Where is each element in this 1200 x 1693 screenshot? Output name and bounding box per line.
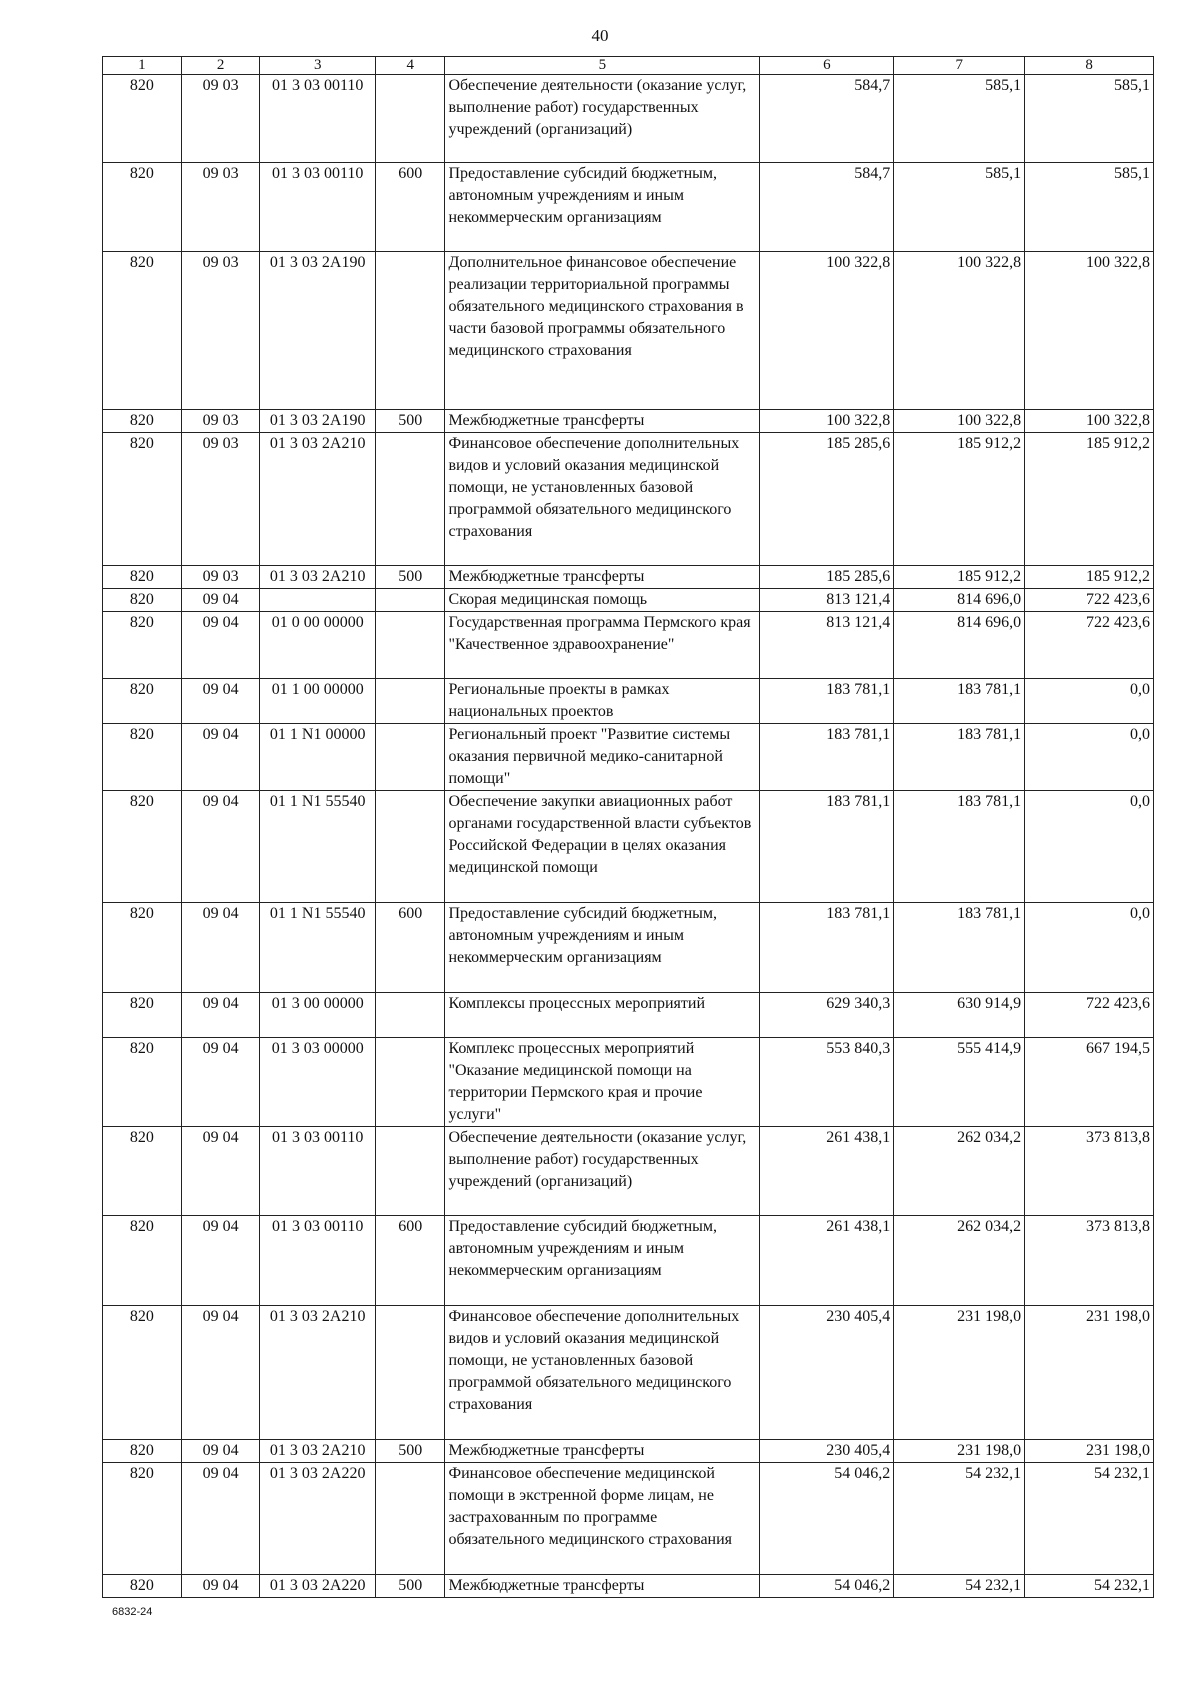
cell-admin-code: 820 [103, 410, 182, 433]
cell-description: Комплексы процессных мероприятий [445, 993, 760, 1038]
cell-amount-year1: 584,7 [760, 163, 894, 252]
table-row [103, 791, 1154, 903]
cell-amount-year2: 231 198,0 [894, 1440, 1025, 1463]
cell-target-code: 01 3 03 2А210 [260, 1306, 376, 1440]
cell-section-code: 09 03 [181, 163, 260, 252]
cell-target-code: 01 3 03 2А210 [260, 566, 376, 589]
cell-target-code: 01 3 03 2А220 [260, 1463, 376, 1575]
cell-expense-type: 500 [375, 1440, 445, 1463]
cell-admin-code: 820 [103, 75, 182, 163]
header-col-6: 6 [760, 57, 894, 75]
cell-target-code: 01 3 03 2А210 [260, 433, 376, 566]
table-row [103, 433, 1154, 566]
cell-description: Межбюджетные трансферты [445, 1440, 760, 1463]
cell-description: Скорая медицинская помощь [445, 589, 760, 612]
cell-admin-code: 820 [103, 791, 182, 903]
cell-amount-year3: 185 912,2 [1025, 566, 1154, 589]
cell-amount-year3: 185 912,2 [1025, 433, 1154, 566]
table-row [103, 1127, 1154, 1216]
cell-admin-code: 820 [103, 1306, 182, 1440]
cell-admin-code: 820 [103, 1463, 182, 1575]
cell-target-code: 01 3 03 2А190 [260, 252, 376, 410]
cell-expense-type: 600 [375, 903, 445, 993]
cell-admin-code: 820 [103, 566, 182, 589]
cell-description: Предоставление субсидий бюджетным, автономным учреждениям и иным некоммерческим организациям [445, 163, 760, 252]
cell-amount-year3: 0,0 [1025, 903, 1154, 993]
cell-admin-code: 820 [103, 589, 182, 612]
cell-admin-code: 820 [103, 433, 182, 566]
cell-target-code: 01 1 N1 55540 [260, 791, 376, 903]
cell-section-code: 09 04 [181, 1306, 260, 1440]
cell-amount-year2: 814 696,0 [894, 589, 1025, 612]
cell-amount-year1: 54 046,2 [760, 1575, 894, 1598]
cell-expense-type: 600 [375, 1216, 445, 1306]
cell-expense-type [375, 433, 445, 566]
cell-target-code: 01 3 03 00110 [260, 1216, 376, 1306]
cell-section-code: 09 04 [181, 1038, 260, 1127]
table-row [103, 1216, 1154, 1306]
cell-section-code: 09 03 [181, 75, 260, 163]
cell-amount-year2: 585,1 [894, 75, 1025, 163]
cell-target-code: 01 3 03 00110 [260, 163, 376, 252]
cell-amount-year3: 54 232,1 [1025, 1575, 1154, 1598]
cell-description: Финансовое обеспечение дополнительных видов и условий оказания медицинской помощи, не установленных базовой программой обязательного медицинского страхования [445, 433, 760, 566]
cell-amount-year1: 230 405,4 [760, 1440, 894, 1463]
budget-table [102, 56, 1154, 1598]
cell-amount-year2: 814 696,0 [894, 612, 1025, 679]
cell-amount-year3: 0,0 [1025, 724, 1154, 791]
cell-description: Обеспечение деятельности (оказание услуг, выполнение работ) государственных учреждений (организаций) [445, 1127, 760, 1216]
cell-amount-year1: 261 438,1 [760, 1127, 894, 1216]
table-row [103, 612, 1154, 679]
cell-expense-type: 500 [375, 566, 445, 589]
cell-target-code: 01 0 00 00000 [260, 612, 376, 679]
header-col-1: 1 [103, 57, 182, 75]
cell-admin-code: 820 [103, 993, 182, 1038]
cell-amount-year1: 183 781,1 [760, 724, 894, 791]
cell-admin-code: 820 [103, 903, 182, 993]
cell-amount-year1: 261 438,1 [760, 1216, 894, 1306]
cell-amount-year3: 100 322,8 [1025, 410, 1154, 433]
cell-amount-year1: 100 322,8 [760, 410, 894, 433]
cell-amount-year2: 185 912,2 [894, 433, 1025, 566]
cell-admin-code: 820 [103, 1038, 182, 1127]
table-row [103, 163, 1154, 252]
cell-section-code: 09 04 [181, 724, 260, 791]
cell-amount-year1: 813 121,4 [760, 612, 894, 679]
cell-amount-year1: 584,7 [760, 75, 894, 163]
table-row [103, 724, 1154, 791]
header-col-7: 7 [894, 57, 1025, 75]
header-col-4: 4 [375, 57, 445, 75]
cell-amount-year1: 813 121,4 [760, 589, 894, 612]
cell-target-code: 01 3 03 00000 [260, 1038, 376, 1127]
cell-amount-year2: 183 781,1 [894, 903, 1025, 993]
cell-section-code: 09 04 [181, 1463, 260, 1575]
cell-section-code: 09 03 [181, 410, 260, 433]
cell-expense-type: 600 [375, 163, 445, 252]
cell-target-code: 01 3 03 2А220 [260, 1575, 376, 1598]
cell-expense-type [375, 724, 445, 791]
cell-amount-year2: 183 781,1 [894, 791, 1025, 903]
cell-amount-year2: 185 912,2 [894, 566, 1025, 589]
cell-amount-year2: 183 781,1 [894, 679, 1025, 724]
cell-amount-year3: 585,1 [1025, 163, 1154, 252]
cell-target-code: 01 3 03 00110 [260, 75, 376, 163]
cell-amount-year3: 722 423,6 [1025, 993, 1154, 1038]
cell-description: Межбюджетные трансферты [445, 1575, 760, 1598]
cell-amount-year1: 183 781,1 [760, 791, 894, 903]
cell-amount-year1: 183 781,1 [760, 679, 894, 724]
cell-admin-code: 820 [103, 252, 182, 410]
cell-section-code: 09 04 [181, 679, 260, 724]
cell-expense-type [375, 993, 445, 1038]
cell-amount-year2: 585,1 [894, 163, 1025, 252]
cell-amount-year3: 100 322,8 [1025, 252, 1154, 410]
table-row [103, 1440, 1154, 1463]
cell-description: Дополнительное финансовое обеспечение реализации территориальной программы обязательного медицинского страхования в части базовой программы обязательного медицинского страхования [445, 252, 760, 410]
cell-target-code: 01 1 00 00000 [260, 679, 376, 724]
cell-section-code: 09 04 [181, 1440, 260, 1463]
cell-amount-year1: 230 405,4 [760, 1306, 894, 1440]
cell-section-code: 09 04 [181, 612, 260, 679]
cell-expense-type [375, 612, 445, 679]
cell-amount-year2: 231 198,0 [894, 1306, 1025, 1440]
table-row [103, 903, 1154, 993]
table-row [103, 589, 1154, 612]
cell-section-code: 09 04 [181, 993, 260, 1038]
cell-amount-year2: 630 914,9 [894, 993, 1025, 1038]
cell-amount-year1: 183 781,1 [760, 903, 894, 993]
table-row [103, 410, 1154, 433]
cell-admin-code: 820 [103, 1440, 182, 1463]
cell-amount-year3: 0,0 [1025, 679, 1154, 724]
cell-amount-year3: 373 813,8 [1025, 1216, 1154, 1306]
table-row [103, 993, 1154, 1038]
cell-target-code: 01 3 03 2А190 [260, 410, 376, 433]
cell-expense-type [375, 252, 445, 410]
cell-amount-year2: 100 322,8 [894, 252, 1025, 410]
cell-amount-year1: 54 046,2 [760, 1463, 894, 1575]
cell-target-code: 01 1 N1 55540 [260, 903, 376, 993]
cell-description: Региональный проект "Развитие системы оказания первичной медико-санитарной помощи" [445, 724, 760, 791]
cell-amount-year3: 0,0 [1025, 791, 1154, 903]
cell-expense-type [375, 1306, 445, 1440]
table-row [103, 1306, 1154, 1440]
cell-target-code: 01 3 00 00000 [260, 993, 376, 1038]
cell-amount-year2: 54 232,1 [894, 1463, 1025, 1575]
cell-expense-type [375, 589, 445, 612]
document-code: 6832-24 [112, 1606, 153, 1618]
cell-amount-year1: 629 340,3 [760, 993, 894, 1038]
cell-amount-year3: 231 198,0 [1025, 1440, 1154, 1463]
header-col-3: 3 [260, 57, 376, 75]
cell-amount-year3: 373 813,8 [1025, 1127, 1154, 1216]
page-number: 40 [591, 26, 609, 45]
table-row [103, 75, 1154, 163]
cell-amount-year3: 231 198,0 [1025, 1306, 1154, 1440]
cell-admin-code: 820 [103, 163, 182, 252]
cell-expense-type [375, 1463, 445, 1575]
cell-amount-year2: 100 322,8 [894, 410, 1025, 433]
cell-admin-code: 820 [103, 679, 182, 724]
cell-expense-type [375, 1127, 445, 1216]
table-row [103, 566, 1154, 589]
cell-description: Обеспечение деятельности (оказание услуг, выполнение работ) государственных учреждений (организаций) [445, 75, 760, 163]
cell-expense-type [375, 1038, 445, 1127]
cell-amount-year3: 722 423,6 [1025, 612, 1154, 679]
cell-amount-year2: 183 781,1 [894, 724, 1025, 791]
cell-expense-type: 500 [375, 410, 445, 433]
table-row [103, 252, 1154, 410]
cell-admin-code: 820 [103, 612, 182, 679]
cell-description: Предоставление субсидий бюджетным, автономным учреждениям и иным некоммерческим организациям [445, 1216, 760, 1306]
cell-description: Финансовое обеспечение медицинской помощи в экстренной форме лицам, не застрахованным по программе обязательного медицинского страхования [445, 1463, 760, 1575]
table-row [103, 1463, 1154, 1575]
cell-description: Обеспечение закупки авиационных работ органами государственной власти субъектов Российской Федерации в целях оказания медицинской помощи [445, 791, 760, 903]
cell-amount-year3: 722 423,6 [1025, 589, 1154, 612]
cell-amount-year1: 100 322,8 [760, 252, 894, 410]
cell-amount-year3: 667 194,5 [1025, 1038, 1154, 1127]
cell-description: Межбюджетные трансферты [445, 566, 760, 589]
cell-target-code: 01 1 N1 00000 [260, 724, 376, 791]
cell-description: Финансовое обеспечение дополнительных видов и условий оказания медицинской помощи, не установленных базовой программой обязательного медицинского страхования [445, 1306, 760, 1440]
cell-expense-type [375, 679, 445, 724]
cell-amount-year2: 54 232,1 [894, 1575, 1025, 1598]
cell-admin-code: 820 [103, 1127, 182, 1216]
cell-section-code: 09 04 [181, 1216, 260, 1306]
cell-section-code: 09 04 [181, 791, 260, 903]
cell-description: Государственная программа Пермского края "Качественное здравоохранение" [445, 612, 760, 679]
cell-amount-year3: 54 232,1 [1025, 1463, 1154, 1575]
cell-target-code [260, 589, 376, 612]
cell-section-code: 09 04 [181, 589, 260, 612]
table-row [103, 679, 1154, 724]
cell-admin-code: 820 [103, 1575, 182, 1598]
header-col-8: 8 [1025, 57, 1154, 75]
cell-amount-year1: 553 840,3 [760, 1038, 894, 1127]
cell-description: Региональные проекты в рамках национальных проектов [445, 679, 760, 724]
header-col-2: 2 [181, 57, 260, 75]
cell-amount-year1: 185 285,6 [760, 566, 894, 589]
cell-admin-code: 820 [103, 724, 182, 791]
cell-section-code: 09 03 [181, 252, 260, 410]
cell-amount-year1: 185 285,6 [760, 433, 894, 566]
cell-description: Комплекс процессных мероприятий "Оказание медицинской помощи на территории Пермского края и прочие услуги" [445, 1038, 760, 1127]
cell-target-code: 01 3 03 00110 [260, 1127, 376, 1216]
cell-section-code: 09 04 [181, 1127, 260, 1216]
cell-amount-year3: 585,1 [1025, 75, 1154, 163]
table-row [103, 1575, 1154, 1598]
cell-section-code: 09 03 [181, 433, 260, 566]
cell-section-code: 09 04 [181, 903, 260, 993]
cell-description: Предоставление субсидий бюджетным, автономным учреждениям и иным некоммерческим организациям [445, 903, 760, 993]
table-row [103, 1038, 1154, 1127]
cell-description: Межбюджетные трансферты [445, 410, 760, 433]
cell-section-code: 09 04 [181, 1575, 260, 1598]
cell-admin-code: 820 [103, 1216, 182, 1306]
cell-expense-type [375, 75, 445, 163]
cell-amount-year2: 262 034,2 [894, 1127, 1025, 1216]
header-row [103, 57, 1154, 75]
header-col-5: 5 [445, 57, 760, 75]
cell-amount-year2: 262 034,2 [894, 1216, 1025, 1306]
cell-expense-type [375, 791, 445, 903]
cell-amount-year2: 555 414,9 [894, 1038, 1025, 1127]
cell-section-code: 09 03 [181, 566, 260, 589]
cell-target-code: 01 3 03 2А210 [260, 1440, 376, 1463]
cell-expense-type: 500 [375, 1575, 445, 1598]
